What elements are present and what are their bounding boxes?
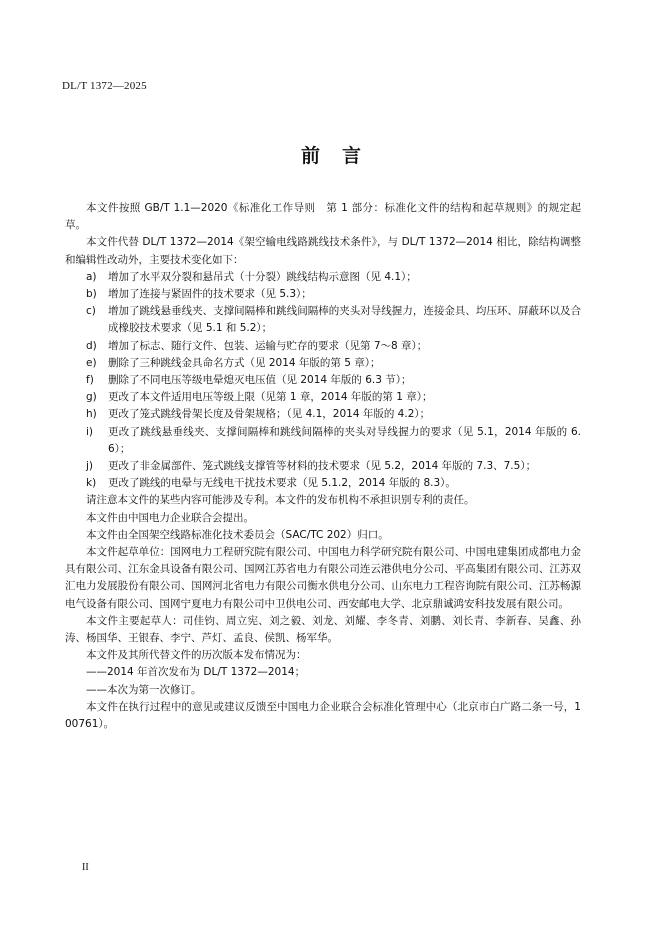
list-item-text: 增加了连接与紧固件的技术要求（见 5.3）； — [108, 288, 312, 301]
foreword-body — [65, 200, 581, 733]
paragraph-replacement: 本文件代替 DL/T 1372—2014《架空输电线路跳线技术条件》，与 DL/T 1372—2014 相比，除结构调整和编辑性改动外，主要技术变化如下： — [65, 236, 581, 266]
list-item-text: 更改了笼式跳线骨架长度及骨架规格；（见 4.1，2014 年版的 4.2）； — [108, 408, 431, 421]
paragraph-drafting-rules: 本文件按照 GB/T 1.1—2020《标准化工作导则 第 1 部分：标准化文件的结构和起草规则》的规定起草。 — [65, 202, 581, 232]
list-marker: k) — [86, 477, 97, 490]
paragraph-feedback: 本文件在执行过程中的意见或建议反馈至中国电力企业联合会标准化管理中心（北京市白广路二条一号，100761）。 — [65, 700, 581, 731]
list-marker: i) — [86, 425, 94, 438]
list-item — [86, 458, 581, 475]
paragraph-committee: 本文件由全国架空线路标准化技术委员会（SAC/TC 202）归口。 — [86, 528, 389, 541]
list-item-text: 删除了三种跳线金具命名方式（见 2014 年版的第 5 章）； — [108, 356, 381, 369]
document-code: DL/T 1372—2025 — [62, 80, 147, 92]
changes-list — [86, 269, 581, 493]
list-marker: j) — [86, 460, 94, 473]
paragraph-drafting-units: 本文件起草单位：国网电力工程研究院有限公司、中国电力科学研究院有限公司、中国电建集团成都电力金具有限公司、江东金具设备有限公司、国网江苏省电力有限公司连云港供电分公司、平高集团有限公司、江苏双汇电力发展股份有限公司、国网河北省电力有限公司衡水供电分公司、山东电力工程咨询院有限公司、江苏畅源电气设备有限公司、国网宁夏电力有限公司中卫供电公司、西安邮电大学、北京鼎诚鸿安科技发展有限公司。 — [65, 546, 581, 610]
list-marker: d) — [86, 339, 97, 352]
list-item — [86, 372, 581, 389]
list-item-text: 更改了跳线的电晕与无线电干扰技术要求（见 5.1.2，2014 年版的 8.3）。 — [108, 477, 456, 490]
list-item-text: 增加了水平双分裂和悬吊式（十分裂）跳线结构示意图（见 4.1）； — [108, 270, 417, 283]
list-marker: f) — [86, 374, 94, 387]
list-item — [86, 406, 581, 423]
list-marker: g) — [86, 391, 97, 404]
list-item — [86, 286, 581, 303]
list-item — [86, 303, 581, 337]
list-item-text: 更改了跳线悬垂线夹、支撑间隔棒和跳线间隔棒的夹头对导线握力的要求（见 5.1，2014 年版的 6.6）； — [108, 425, 581, 455]
history-item: ——本次为第一次修订。 — [86, 683, 202, 696]
list-marker: a) — [86, 270, 97, 283]
paragraph-proposer: 本文件由中国电力企业联合会提出。 — [86, 511, 254, 524]
paragraph-drafters: 本文件主要起草人：司佳钧、周立宪、刘之毅、刘龙、刘耀、李冬青、刘鹏、刘长青、李新春、吴鑫、孙涛、杨国华、王银春、李宁、芦灯、孟良、侯凯、杨军华。 — [65, 614, 581, 645]
list-item — [86, 355, 581, 372]
list-item-text: 删除了不同电压等级电晕熄灭电压值（见 2014 年版的 6.3 节）； — [108, 374, 412, 387]
list-item — [86, 338, 581, 355]
list-item-text: 更改了本文件适用电压等级上限（见第 1 章，2014 年版的第 1 章）； — [108, 391, 433, 404]
list-item — [86, 269, 581, 286]
list-item-text: 更改了非金属部件、笼式跳线支撑管等材料的技术要求（见 5.2，2014 年版的 7.3、7.5）； — [108, 460, 537, 473]
list-marker: e) — [86, 356, 97, 369]
list-marker: h) — [86, 408, 97, 421]
list-item-text: 增加了标志、随行文件、包装、运输与贮存的要求（见第 7～8 章）； — [108, 339, 428, 352]
list-marker: c) — [86, 305, 96, 318]
list-item — [86, 424, 581, 458]
list-item-text: 增加了跳线悬垂线夹、支撑间隔棒和跳线间隔棒的夹头对导线握力，连接金具、均压环、屏蔽环以及合成橡胶技术要求（见 5.1 和 5.2）； — [108, 305, 581, 335]
list-item — [86, 389, 581, 406]
list-marker: b) — [86, 288, 97, 301]
list-item — [86, 475, 581, 492]
page-title: 前言 — [300, 145, 383, 167]
paragraph-patent-notice: 请注意本文件的某些内容可能涉及专利。本文件的发布机构不承担识别专利的责任。 — [86, 494, 475, 507]
page-number: II — [82, 862, 89, 873]
history-item: ——2014 年首次发布为 DL/T 1372—2014； — [86, 666, 306, 679]
paragraph-history-intro: 本文件及其所代替文件的历次版本发布情况为： — [86, 649, 307, 662]
